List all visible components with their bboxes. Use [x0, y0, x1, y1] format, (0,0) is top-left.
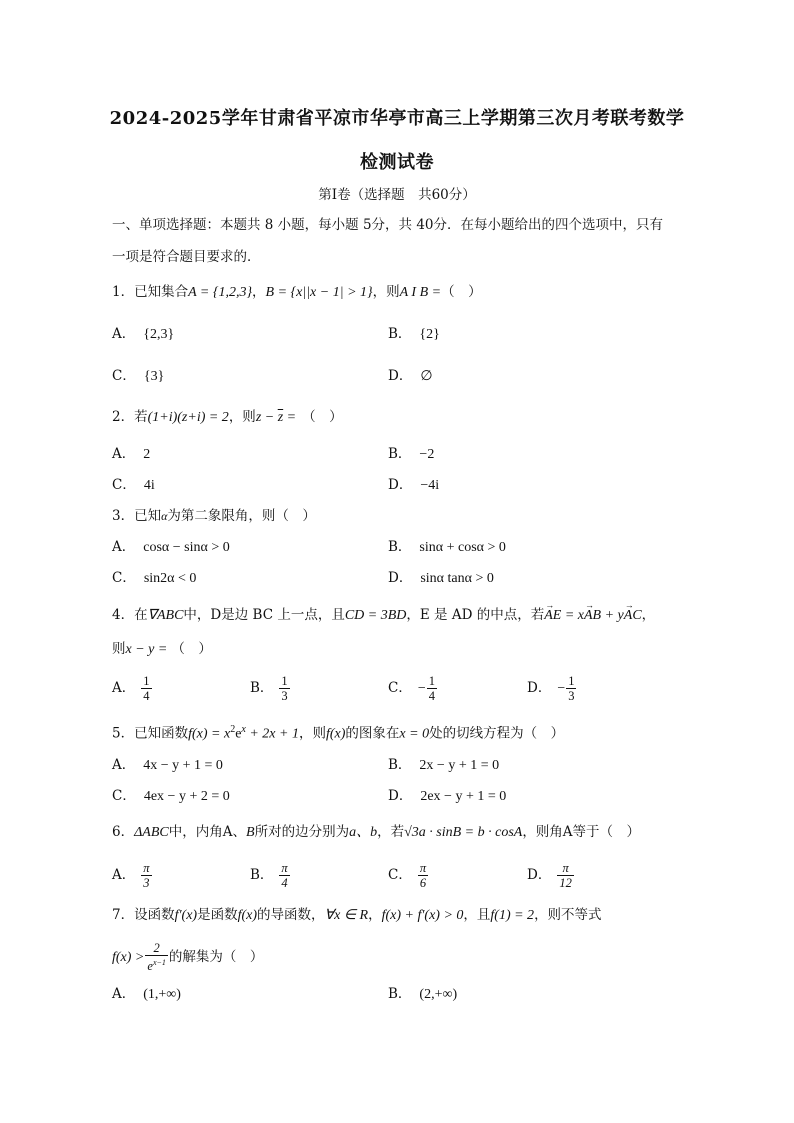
numerator: π	[281, 861, 288, 875]
option-label: D．	[527, 680, 552, 696]
option-value: {2}	[419, 327, 440, 342]
option-label: B．	[388, 986, 412, 1002]
q1-option-c	[112, 367, 164, 386]
q7-forall: ∀x ∈ R	[324, 908, 369, 923]
numerator: 1	[143, 674, 150, 688]
q4-vector-ac: → AC	[624, 607, 642, 625]
option-label: A．	[112, 757, 136, 773]
question-7-line2	[112, 940, 263, 975]
fraction	[418, 861, 428, 890]
question-2	[112, 408, 343, 427]
q4-option-a	[112, 673, 153, 703]
q2-equation: (1+i)(z+i) = 2	[147, 410, 229, 425]
fraction	[427, 674, 437, 703]
q4-line2-expr: x − y =	[125, 642, 168, 657]
q6-option-c	[388, 860, 429, 890]
q4-option-b	[250, 673, 291, 703]
denominator: 3	[281, 689, 288, 703]
q5-e: e	[235, 726, 242, 742]
q5-option-a	[112, 756, 223, 775]
q7-inequality-left: f(x) >	[112, 950, 145, 965]
q5-option-c	[112, 787, 230, 806]
option-value: (1,+∞)	[143, 987, 181, 1002]
exam-title-line1: 2024-2025学年甘肃省平凉市华亭市高三上学期第三次月考联考数学	[109, 108, 685, 129]
q5-lead: 5．已知函数	[112, 725, 189, 742]
q5-fx: f(x) = x	[188, 726, 231, 742]
option-value: 2x − y + 1 = 0	[419, 758, 500, 773]
option-label: A．	[112, 680, 136, 696]
q2-tail: （ ）	[302, 409, 343, 425]
q6-lead: 6．	[112, 824, 135, 840]
q2-option-d	[388, 476, 439, 495]
q2-expr-eq: =	[283, 410, 297, 425]
q4-eq: = x	[561, 608, 584, 623]
numerator: 1	[281, 674, 288, 688]
option-label: A．	[112, 867, 136, 883]
q4-option-d	[527, 673, 577, 704]
option-value: sin2α < 0	[143, 571, 197, 586]
option-label: C．	[112, 477, 136, 493]
option-label: A．	[112, 326, 136, 342]
question-1	[112, 283, 482, 302]
q1-expr: A I B =	[399, 285, 442, 300]
q1-tail-a: ，则	[372, 284, 400, 300]
sign: −	[557, 681, 566, 696]
q7-f: f(x)	[237, 908, 258, 923]
q2-lead: 2．若	[112, 409, 148, 425]
q5-text3: 处的切线方程为（ ）	[429, 725, 565, 742]
numerator: π	[557, 861, 574, 876]
q6-b: B	[246, 825, 255, 840]
q3-alpha: α	[161, 509, 168, 523]
q5-e-exp: x	[241, 724, 246, 735]
q5-rest: + 2x + 1	[245, 726, 299, 742]
denominator: 3	[568, 689, 575, 703]
fraction	[141, 861, 151, 890]
option-label: D．	[388, 570, 413, 586]
option-value: sinα tanα > 0	[420, 571, 494, 586]
option-label: B．	[388, 446, 412, 462]
q1-tail-b: （ ）	[441, 284, 482, 300]
q6-triangle: ΔABC	[134, 825, 169, 840]
q5-option-d	[388, 787, 506, 806]
option-value: 2	[143, 447, 151, 462]
denominator: 4	[428, 689, 435, 703]
section-header: 第Ⅰ卷（选择题 共60分）	[318, 187, 476, 203]
numerator: π	[143, 861, 150, 875]
option-label: A．	[112, 446, 136, 462]
option-label: D．	[388, 788, 413, 804]
option-value: (2,+∞)	[419, 987, 458, 1002]
q5-text1: ，则	[298, 725, 326, 742]
q6-option-a	[112, 860, 153, 890]
q2-expr-z: z −	[255, 410, 278, 425]
q2-expr-zbar: $\overline{z}$	[277, 410, 284, 425]
q6-text3: ，若	[377, 824, 405, 840]
q5-fx2: f(x)	[325, 726, 346, 742]
q7-condition: f(x) + f′(x) > 0	[381, 908, 464, 923]
q4-line2-lead: 则	[112, 641, 126, 657]
numerator: 1	[428, 674, 435, 688]
q2-option-b	[388, 445, 434, 464]
q4-lead: 4．在	[112, 607, 148, 623]
q2-mid: ，则	[228, 409, 256, 425]
option-label: B．	[250, 867, 274, 883]
q5-square: 2	[230, 724, 236, 735]
q6-text1: 中，内角A、	[168, 824, 247, 840]
option-value: −4i	[420, 478, 440, 493]
option-label: D．	[527, 867, 552, 883]
q6-text2: 所对的边分别为	[254, 824, 350, 840]
option-value: {2,3}	[143, 327, 175, 342]
option-value: −2	[419, 447, 435, 462]
q3-option-d	[388, 569, 494, 588]
option-label: B．	[388, 757, 412, 773]
instructions-line1: 一、单项选择题：本题共 8 小题，每小题 5分，共 40分．在每小题给出的四个选项中，只有	[112, 217, 664, 233]
q7-text5: ，则不等式	[534, 907, 602, 923]
denominator-exponent: x−1	[152, 958, 166, 968]
q6-sides: a、b	[349, 825, 378, 840]
q1-option-d	[388, 367, 433, 386]
q1-option-b	[388, 325, 440, 344]
denominator: 4	[281, 876, 288, 890]
fraction	[557, 861, 574, 890]
denominator: 4	[143, 689, 150, 703]
sign: −	[417, 681, 426, 696]
option-value: {3}	[143, 369, 165, 384]
q4-text3: ，	[641, 607, 656, 623]
option-label: C．	[388, 680, 412, 696]
q3-tail: 为第二象限角，则（ ）	[167, 508, 316, 524]
q4-triangle: ∇ABC	[147, 608, 184, 623]
option-value: 2ex − y + 1 = 0	[420, 789, 507, 804]
question-7	[112, 906, 602, 925]
q4-condition: CD = 3BD	[344, 608, 407, 623]
q7-option-a	[112, 985, 181, 1004]
option-value: sinα + cosα > 0	[419, 540, 506, 555]
q4-plus: + y	[601, 608, 624, 623]
q4-option-c	[388, 673, 438, 704]
q1-set-b: B = {x||x − 1| > 1}	[265, 285, 373, 300]
option-label: D．	[388, 368, 413, 384]
option-value: cosα − sinα > 0	[143, 540, 230, 555]
q7-lead: 7．设函数	[112, 907, 175, 923]
option-label: B．	[388, 326, 412, 342]
q2-option-a	[112, 445, 150, 464]
q5-x0: x = 0	[399, 726, 430, 742]
q3-option-b	[388, 538, 506, 557]
q1-option-a	[112, 325, 174, 344]
q4-vector-ab: → AB	[584, 607, 601, 625]
q2-option-c	[112, 476, 155, 495]
q6-condition: √3a · sinB = b · cosA	[404, 825, 523, 840]
option-label: A．	[112, 986, 136, 1002]
q1-set-a: A = {1,2,3}	[188, 285, 253, 300]
exam-title-line2: 检测试卷	[360, 152, 434, 173]
q7-text1: 是函数	[197, 907, 238, 923]
option-label: B．	[250, 680, 274, 696]
q4-line2-tail: （ ）	[171, 641, 212, 657]
q7-fprime: f′(x)	[174, 908, 198, 923]
question-5	[112, 721, 564, 744]
question-3	[112, 507, 316, 525]
q7-fraction	[145, 941, 168, 973]
q6-text4: ，则角A等于（ ）	[522, 824, 641, 840]
q7-text3: ，	[368, 907, 382, 923]
option-value: ∅	[420, 369, 433, 384]
option-value: 4x − y + 1 = 0	[143, 758, 223, 773]
fraction	[566, 674, 576, 703]
denominator: 3	[143, 876, 150, 890]
q5-option-b	[388, 756, 499, 775]
q1-lead: 1．已知集合	[112, 284, 189, 300]
fraction	[141, 674, 151, 703]
option-label: C．	[112, 368, 136, 384]
option-value: 4ex − y + 2 = 0	[143, 789, 230, 804]
question-4	[112, 606, 655, 625]
denominator: 6	[419, 876, 427, 890]
q4-vector-ae: → AE	[544, 607, 561, 625]
numerator: π	[419, 861, 427, 875]
q4-text2: ，E 是 AD 的中点，若	[406, 607, 545, 623]
q6-option-d	[527, 860, 575, 890]
q7-f1: f(1) = 2	[490, 908, 535, 923]
q7-text4: ，且	[463, 907, 491, 923]
denominator	[145, 956, 168, 973]
fraction	[279, 861, 289, 890]
question-6	[112, 823, 640, 842]
q7-text6: 的解集为（ ）	[168, 949, 264, 965]
q6-option-b	[250, 860, 291, 890]
denominator-base: e	[147, 959, 153, 974]
question-4-line2	[112, 640, 212, 659]
instructions-line2: 一项是符合题目要求的．	[112, 249, 261, 265]
q3-option-c	[112, 569, 196, 588]
numerator: 1	[568, 674, 575, 688]
q4-text1: 中，D是边 BC 上一点，且	[183, 607, 345, 623]
option-label: A．	[112, 539, 136, 555]
q3-lead: 3．已知	[112, 508, 162, 524]
option-label: C．	[112, 570, 136, 586]
numerator: 2	[145, 941, 168, 956]
q3-option-a	[112, 538, 230, 557]
option-label: B．	[388, 539, 412, 555]
option-label: D．	[388, 477, 413, 493]
q7-option-b	[388, 985, 457, 1004]
option-label: C．	[388, 867, 412, 883]
denominator: 12	[559, 876, 572, 890]
option-label: C．	[112, 788, 136, 804]
option-value: 4i	[143, 478, 155, 493]
q7-text2: 的导函数，	[257, 907, 325, 923]
q1-sep: ，	[252, 284, 266, 300]
q5-text2: 的图象在	[345, 725, 400, 742]
fraction	[279, 674, 289, 703]
